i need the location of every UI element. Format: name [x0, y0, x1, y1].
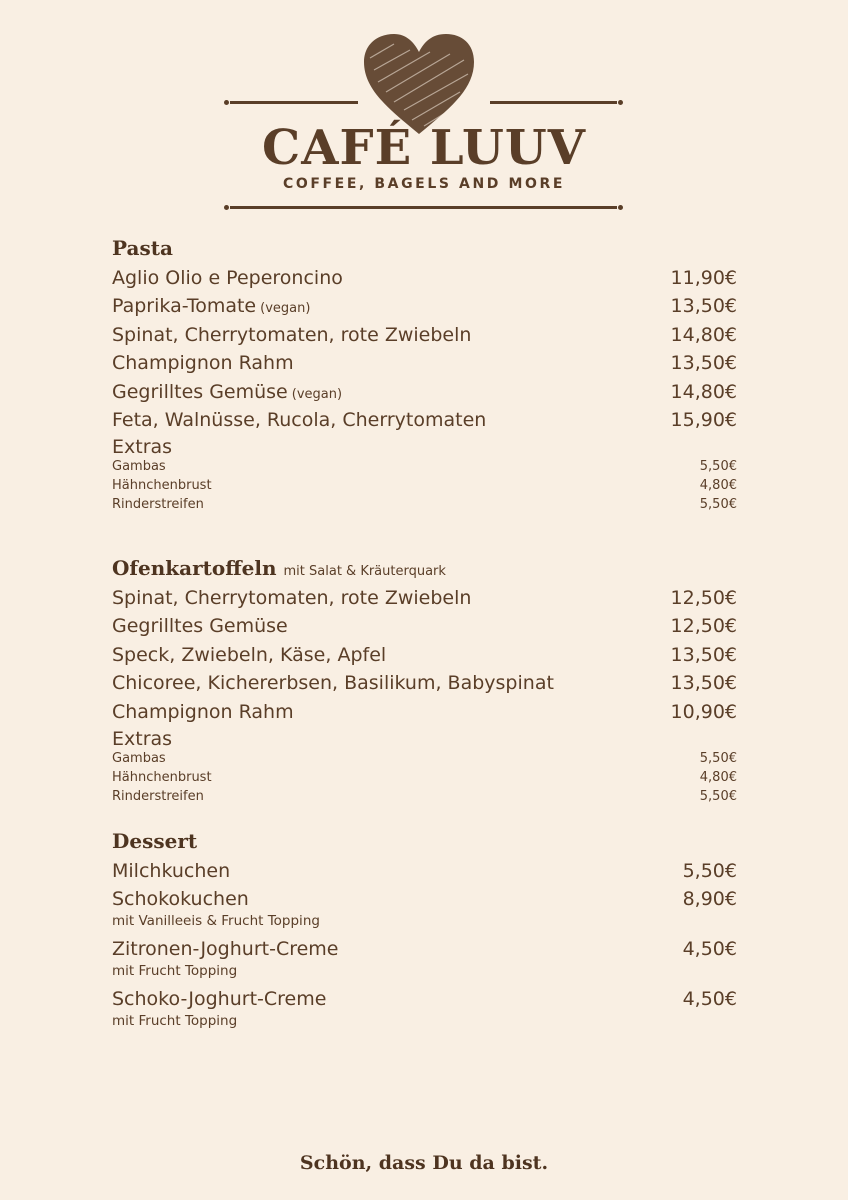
menu-item	[112, 584, 737, 612]
section-title: Ofenkartoffeln	[112, 556, 277, 580]
item-price: 13,50€	[670, 352, 737, 375]
extra-name: Gambas	[112, 459, 166, 475]
top-right-rule	[490, 101, 617, 104]
extra-price: 5,50€	[699, 496, 737, 512]
menu-item	[112, 378, 737, 406]
extra-name: Rinderstreifen	[112, 496, 204, 512]
item-name: Paprika-Tomate	[112, 295, 257, 318]
pasta-section	[112, 236, 737, 515]
extra-price: 4,80€	[699, 478, 737, 494]
menu-item	[112, 349, 737, 377]
item-name: Schokokuchen	[112, 888, 249, 910]
menu-item	[112, 641, 737, 669]
item-tag: (vegan)	[260, 301, 311, 317]
menu-item	[112, 406, 737, 434]
item-name: Champignon Rahm	[112, 352, 294, 375]
item-description: mit Frucht Topping	[112, 963, 238, 979]
menu-item	[112, 935, 737, 980]
item-price: 8,90€	[682, 888, 737, 910]
menu-item	[112, 612, 737, 640]
extra-price: 4,80€	[699, 769, 737, 785]
item-price: 12,50€	[670, 587, 737, 609]
dessert-section	[112, 829, 737, 1035]
item-price: 13,50€	[670, 295, 737, 318]
section-note: mit Salat & Kräuterquark	[283, 564, 446, 579]
item-description: mit Frucht Topping	[112, 1013, 238, 1029]
item-name: Zitronen-Joghurt-Creme	[112, 938, 339, 960]
brand-name: CAFÉ LUUV	[262, 120, 586, 176]
item-description: mit Vanilleeis & Frucht Topping	[112, 913, 320, 929]
item-price: 10,90€	[670, 700, 737, 723]
extra-price: 5,50€	[699, 750, 737, 766]
item-price: 11,90€	[670, 267, 737, 289]
menu-item	[112, 264, 737, 292]
extras-title: Extras	[112, 727, 173, 750]
brand-tagline: COFFEE, BAGELS AND MORE	[282, 176, 566, 192]
item-name: Champignon Rahm	[112, 700, 294, 723]
menu-item	[112, 857, 737, 885]
item-name: Aglio Olio e Peperoncino	[112, 267, 343, 289]
item-name: Gegrilltes Gemüse	[112, 615, 288, 638]
item-price: 5,50€	[682, 860, 737, 882]
menu-item	[112, 885, 737, 930]
item-price: 12,50€	[670, 615, 737, 638]
item-name: Gegrilltes Gemüse	[112, 380, 288, 403]
item-price: 14,80€	[670, 323, 737, 346]
extra-name: Rinderstreifen	[112, 788, 204, 804]
extra-item	[112, 788, 737, 807]
extras-title: Extras	[112, 436, 173, 459]
section-title: Dessert	[112, 829, 198, 853]
item-name: Schoko-Joghurt-Creme	[112, 988, 327, 1010]
menu-item	[112, 292, 737, 320]
section-header	[112, 829, 737, 857]
bottom-rule	[230, 206, 617, 209]
top-left-rule	[230, 101, 358, 104]
extra-item	[112, 496, 737, 515]
item-name: Spinat, Cherrytomaten, rote Zwiebeln	[112, 323, 472, 346]
item-price: 15,90€	[670, 408, 737, 431]
item-price: 13,50€	[670, 643, 737, 666]
item-price: 4,50€	[682, 988, 737, 1010]
item-price: 13,50€	[670, 672, 737, 695]
section-header	[112, 236, 737, 264]
extra-name: Gambas	[112, 750, 166, 766]
ofenkartoffeln-section	[112, 556, 737, 806]
section-title: Pasta	[112, 236, 173, 260]
menu-item	[112, 698, 737, 726]
item-price: 14,80€	[670, 380, 737, 403]
extra-item	[112, 769, 737, 788]
extra-price: 5,50€	[699, 459, 737, 475]
extra-item	[112, 750, 737, 769]
menu-item	[112, 985, 737, 1030]
menu-item	[112, 669, 737, 697]
cafe-logo	[0, 0, 848, 220]
extra-name: Hähnchenbrust	[112, 478, 212, 494]
item-name: Chicoree, Kichererbsen, Basilikum, Babyspinat	[112, 672, 554, 695]
extra-name: Hähnchenbrust	[112, 769, 212, 785]
extra-item	[112, 458, 737, 477]
extra-price: 5,50€	[699, 788, 737, 804]
item-name: Feta, Walnüsse, Rucola, Cherrytomaten	[112, 408, 487, 431]
item-name: Milchkuchen	[112, 860, 231, 882]
item-price: 4,50€	[682, 938, 737, 960]
section-header	[112, 556, 737, 584]
item-name: Spinat, Cherrytomaten, rote Zwiebeln	[112, 587, 472, 609]
footer-slogan: Schön, dass Du da bist.	[299, 1152, 549, 1174]
item-tag: (vegan)	[291, 386, 343, 402]
item-name: Speck, Zwiebeln, Käse, Apfel	[112, 643, 387, 666]
menu-item	[112, 321, 737, 349]
extra-item	[112, 477, 737, 496]
